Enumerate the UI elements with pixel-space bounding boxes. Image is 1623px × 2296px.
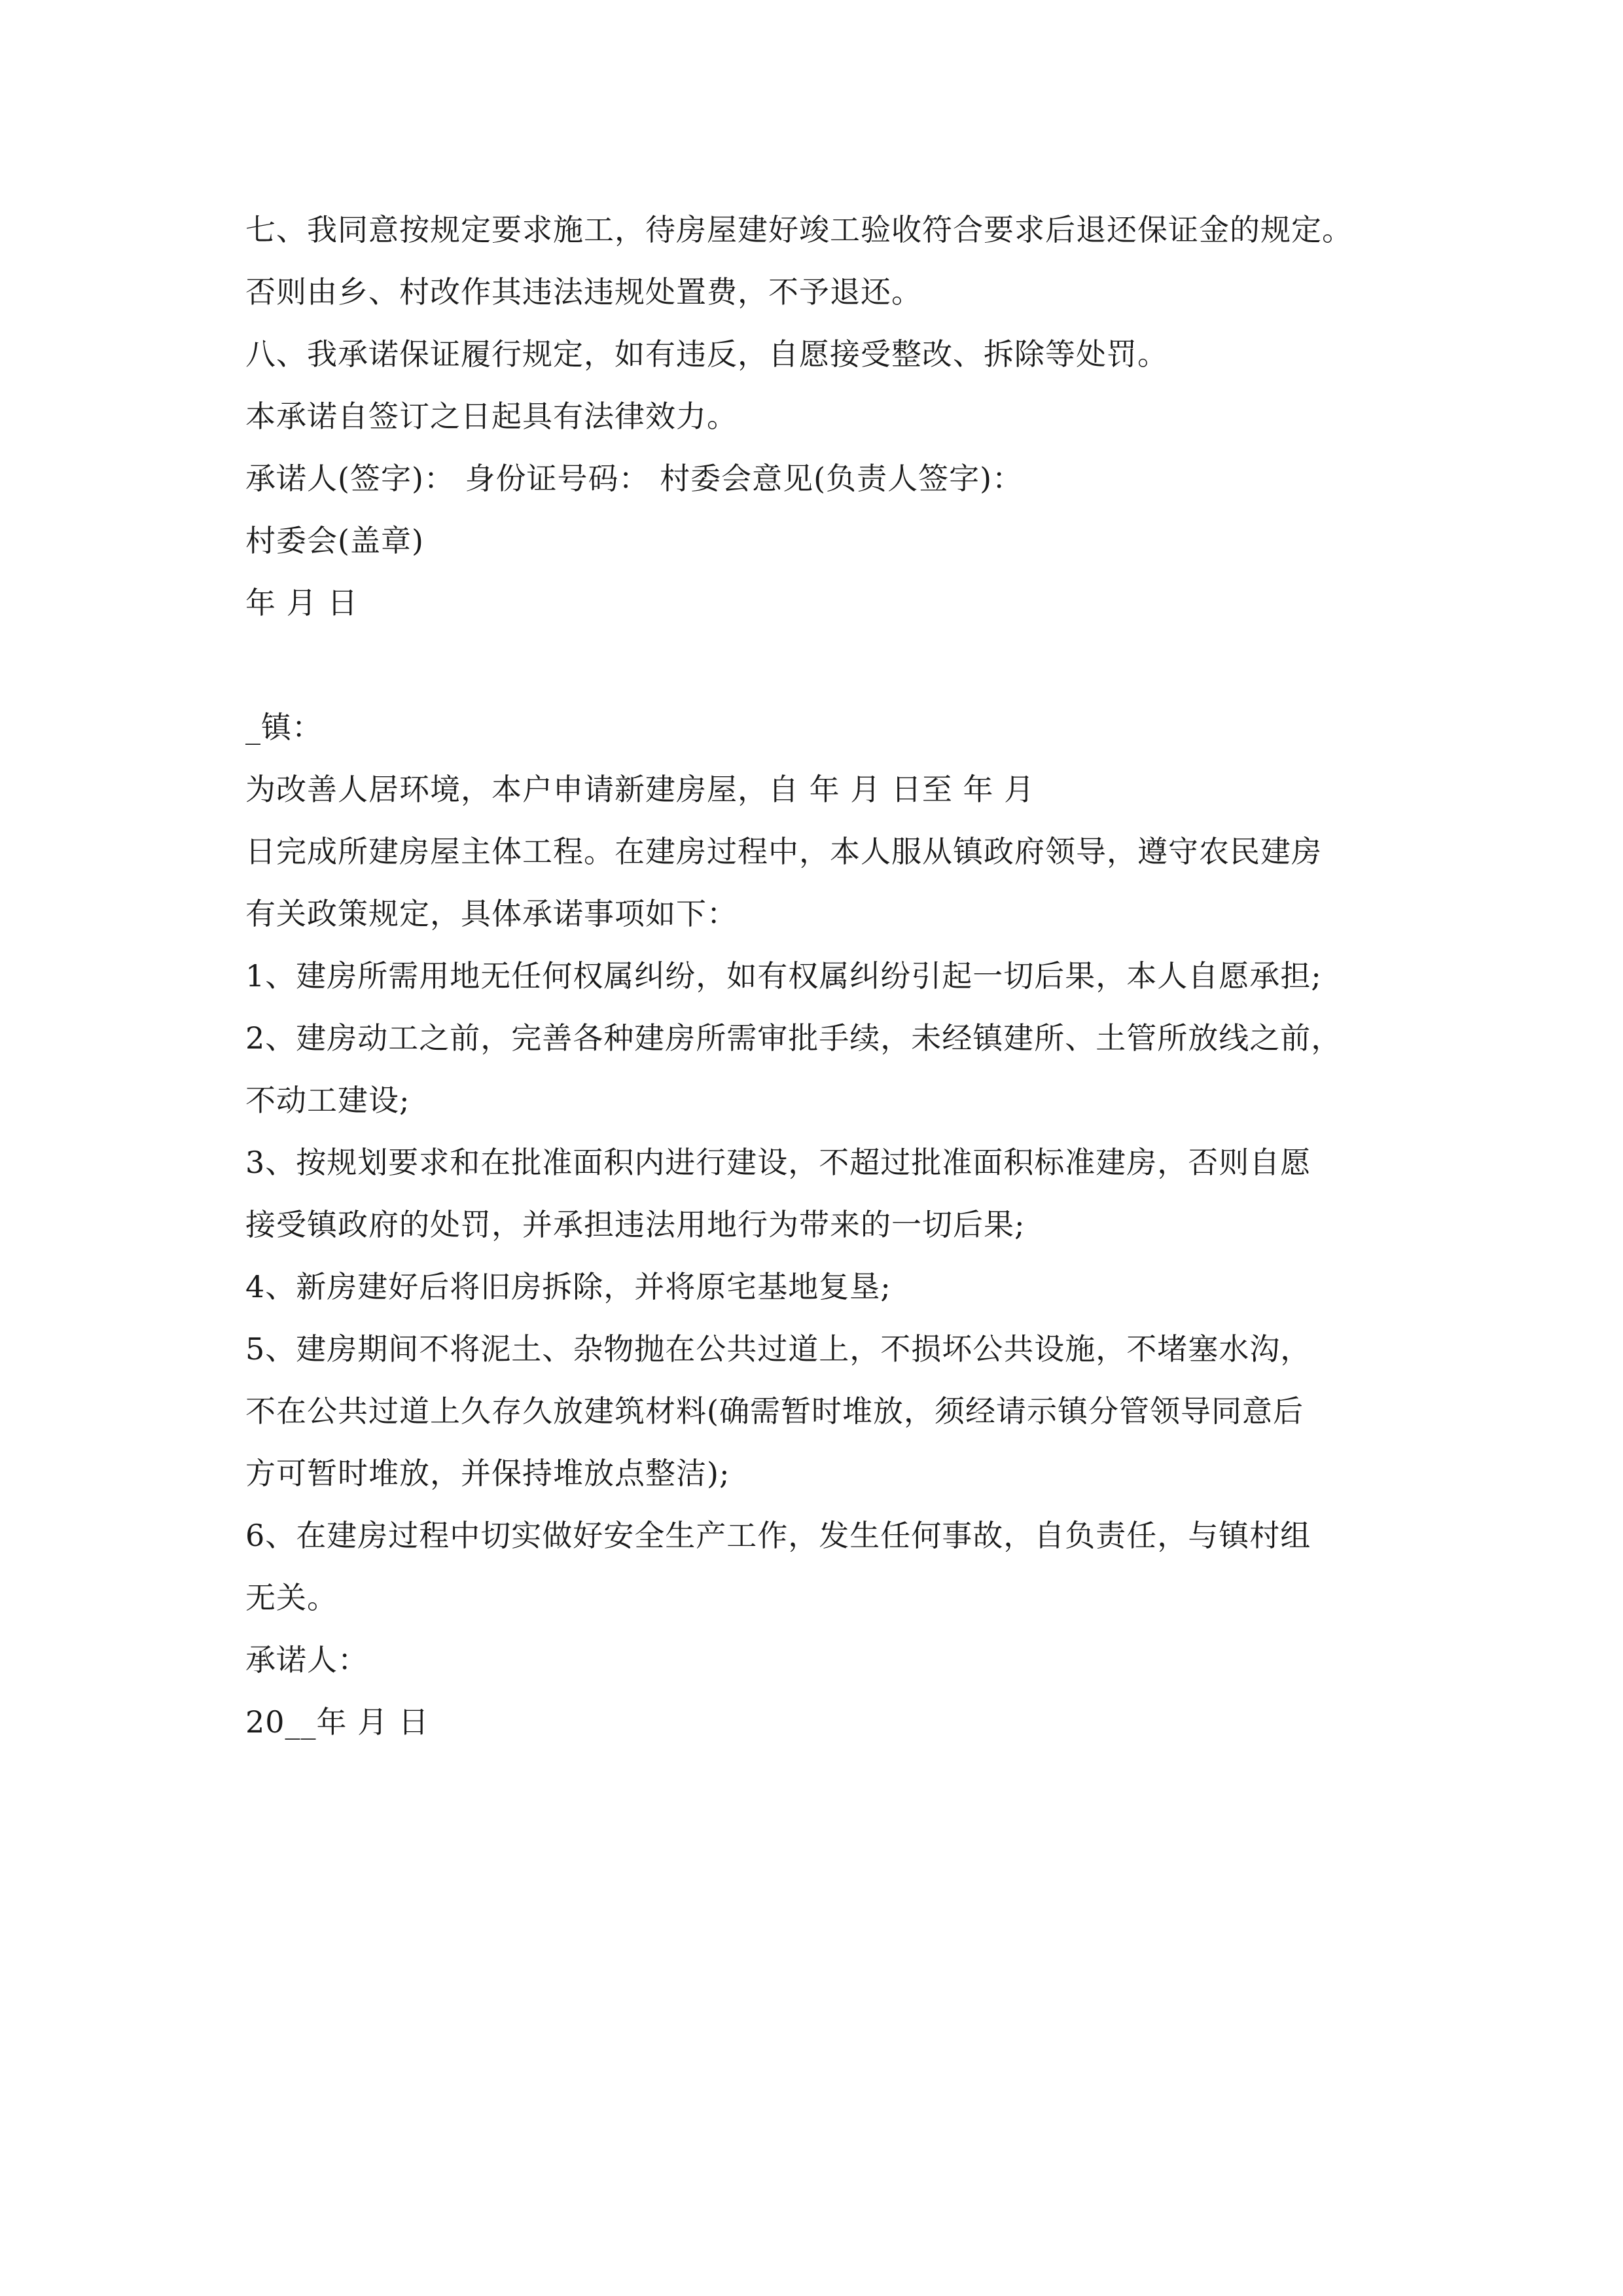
item-1: 1、建房所需用地无任何权属纠纷，如有权属纠纷引起一切后果，本人自愿承担; [245, 958, 1322, 994]
town-addressee: _镇： [245, 709, 323, 745]
promisor-label: 承诺人： [245, 1642, 368, 1677]
item-5-line-2: 不在公共过道上久存久放建筑材料(确需暂时堆放，须经请示镇分管领导同意后 [245, 1393, 1304, 1429]
clause-7-line-1: 七、我同意按规定要求施工，待房屋建好竣工验收符合要求后退还保证金的规定。 [245, 212, 1353, 247]
date-line-2: 20__年 月 日 [245, 1704, 429, 1740]
item-3-line-2: 接受镇政府的处罚，并承担违法用地行为带来的一切后果; [245, 1207, 1026, 1242]
validity-statement: 本承诺自签订之日起具有法律效力。 [245, 399, 738, 434]
intro-line-2: 日完成所建房屋主体工程。在建房过程中，本人服从镇政府领导，遵守农民建房 [245, 834, 1322, 869]
intro-line-1: 为改善人居环境，本户申请新建房屋，自 年 月 日至 年 月 [245, 772, 1035, 807]
date-line-1: 年 月 日 [245, 585, 359, 620]
village-committee-seal: 村委会(盖章) [245, 523, 424, 558]
item-5-line-3: 方可暂时堆放，并保持堆放点整洁); [245, 1456, 730, 1491]
item-4: 4、新房建好后将旧房拆除，并将原宅基地复垦; [245, 1269, 891, 1304]
signature-fields: 承诺人(签字)： 身份证号码： 村委会意见(负责人签字)： [245, 461, 1024, 496]
item-5-line-1: 5、建房期间不将泥土、杂物抛在公共过道上，不损坏公共设施，不堵塞水沟， [245, 1331, 1311, 1367]
item-6-line-2: 无关。 [245, 1580, 338, 1615]
item-2-line-2: 不动工建设; [245, 1083, 410, 1118]
intro-line-3: 有关政策规定，具体承诺事项如下： [245, 896, 738, 931]
item-6-line-1: 6、在建房过程中切实做好安全生产工作，发生任何事故，自负责任，与镇村组 [245, 1518, 1311, 1553]
item-3-line-1: 3、按规划要求和在批准面积内进行建设，不超过批准面积标准建房，否则自愿 [245, 1145, 1311, 1180]
item-2-line-1: 2、建房动工之前，完善各种建房所需审批手续，未经镇建所、土管所放线之前， [245, 1020, 1342, 1056]
clause-7-line-2: 否则由乡、村改作其违法违规处置费，不予退还。 [245, 274, 922, 310]
clause-8: 八、我承诺保证履行规定，如有违反，自愿接受整改、拆除等处罚。 [245, 336, 1168, 372]
